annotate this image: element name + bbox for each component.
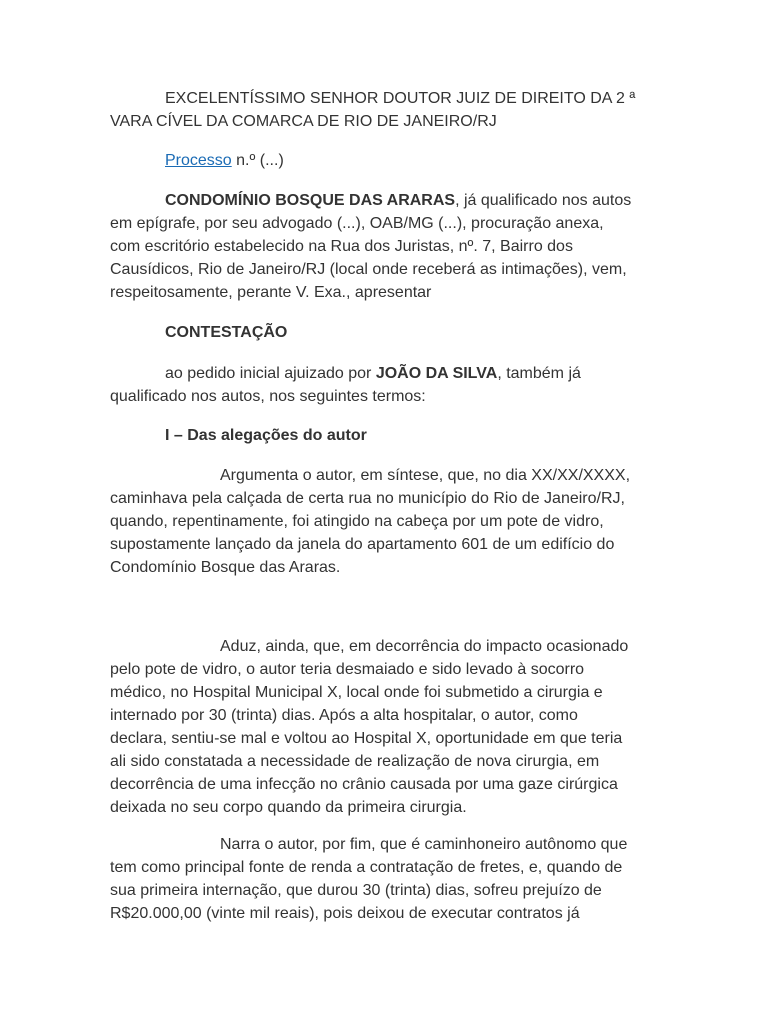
defendant-name: CONDOMÍNIO BOSQUE DAS ARARAS — [165, 192, 456, 209]
author-name: JOÃO DA SILVA — [375, 365, 498, 382]
intro-line-1 — [110, 362, 665, 385]
document-title-text: CONTESTAÇÃO — [165, 324, 288, 341]
process-number — [110, 149, 665, 172]
qualification-line-1 — [110, 189, 665, 212]
paragraph-line: caminhava pela calçada de certa rua no município do Rio de Janeiro/RJ, — [110, 490, 625, 507]
section-heading-text: I – Das alegações do autor — [165, 427, 367, 444]
court-header-line-1: EXCELENTÍSSIMO SENHOR DOUTOR JUIZ DE DIREITO DA 2 ª — [165, 90, 636, 107]
paragraph-line: Argumenta o autor, em síntese, que, no dia XX/XX/XXXX, — [220, 467, 631, 484]
court-header — [110, 87, 665, 133]
intro-paragraph — [110, 362, 665, 408]
paragraph-line: Aduz, ainda, que, em decorrência do impacto ocasionado — [220, 638, 629, 655]
qualification-line-1-rest: , já qualificado nos autos — [455, 192, 632, 209]
processo-link[interactable]: Processo — [165, 152, 232, 169]
paragraph-line: quando, repentinamente, foi atingido na cabeça por um pote de vidro, — [110, 513, 604, 530]
paragraph-allegations-1 — [110, 464, 665, 579]
intro-line-2: qualificado nos autos, nos seguintes termos: — [110, 388, 426, 405]
qualification-paragraph — [110, 189, 665, 304]
intro-prefix: ao pedido inicial ajuizado por — [165, 365, 376, 382]
court-header-line-2: VARA CÍVEL DA COMARCA DE RIO DE JANEIRO/RJ — [110, 113, 497, 130]
paragraph-line: pelo pote de vidro, o autor teria desmaiado e sido levado à socorro — [110, 661, 585, 678]
qualification-line-2: em epígrafe, por seu advogado (...), OAB/MG (...), procuração anexa, — [110, 215, 604, 232]
paragraph-line: ali sido constatada a necessidade de realização de nova cirurgia, em — [110, 753, 600, 770]
section-heading — [110, 424, 665, 447]
qualification-line-4: Causídicos, Rio de Janeiro/RJ (local onde receberá as intimações), vem, — [110, 261, 627, 278]
qualification-line-3: com escritório estabelecido na Rua dos Juristas, nº. 7, Bairro dos — [110, 238, 573, 255]
paragraph-line: tem como principal fonte de renda a contratação de fretes, e, quando de — [110, 859, 623, 876]
paragraph-line: supostamente lançado da janela do apartamento 601 de um edifício do — [110, 536, 615, 553]
paragraph-allegations-2 — [110, 635, 665, 819]
paragraph-allegations-3 — [110, 833, 665, 925]
paragraph-line: deixada no seu corpo quando da primeira cirurgia. — [110, 799, 467, 816]
paragraph-line: internado por 30 (trinta) dias. Após a alta hospitalar, o autor, como — [110, 707, 578, 724]
document-title — [110, 321, 665, 344]
process-number-text: n.º (...) — [231, 152, 284, 169]
paragraph-line: Condomínio Bosque das Araras. — [110, 559, 341, 576]
paragraph-line: R$20.000,00 (vinte mil reais), pois deixou de executar contratos já — [110, 905, 580, 922]
paragraph-line: médico, no Hospital Municipal X, local onde foi submetido a cirurgia e — [110, 684, 603, 701]
paragraph-line: Narra o autor, por fim, que é caminhoneiro autônomo que — [220, 836, 628, 853]
paragraph-line: sua primeira internação, que durou 30 (trinta) dias, sofreu prejuízo de — [110, 882, 602, 899]
paragraph-line: decorrência de uma infecção no crânio causada por uma gaze cirúrgica — [110, 776, 618, 793]
qualification-line-5: respeitosamente, perante V. Exa., apresentar — [110, 284, 432, 301]
intro-suffix: , também já — [497, 365, 581, 382]
process-number-line — [110, 149, 665, 172]
paragraph-line: declara, sentiu-se mal e voltou ao Hospital X, oportunidade em que teria — [110, 730, 623, 747]
